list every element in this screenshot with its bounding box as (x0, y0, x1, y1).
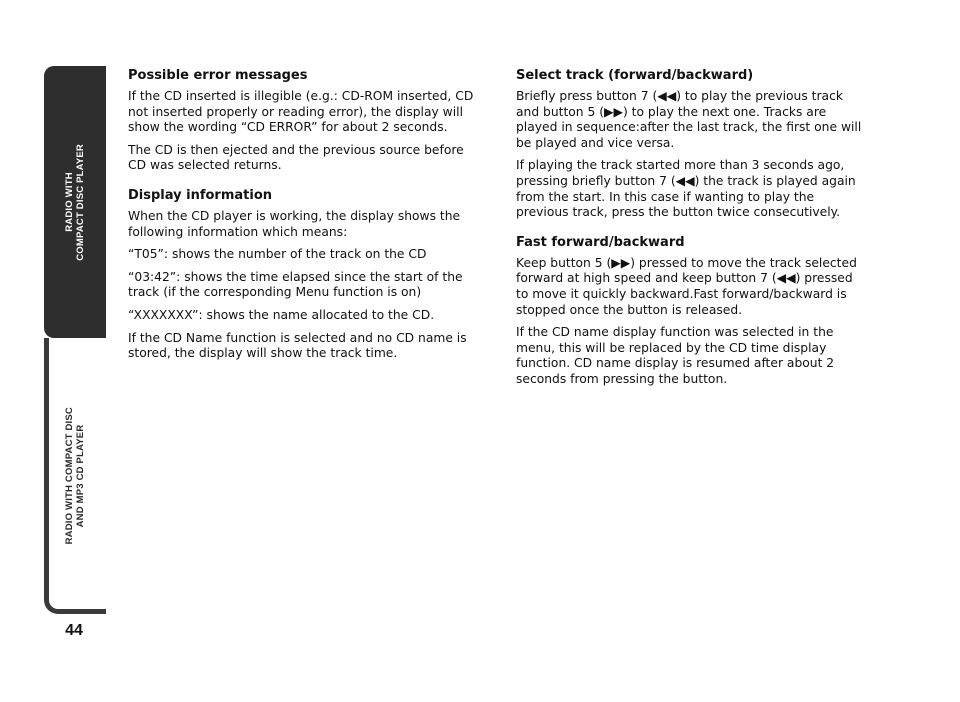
paragraph-cd-name: “XXXXXXX”: shows the name allocated to the CD. (128, 307, 435, 322)
paragraph-select-track: Briefly press button 7 (◀◀) to play the previous track and button 5 (▶▶) to play the next one. Tracks are played in sequence:after the last track, the first one will be played and vice versa. (516, 89, 862, 150)
right-column (516, 68, 866, 395)
paragraph-fast-forward: Keep button 5 (▶▶) pressed to move the track selected forward at high speed and keep button 7 (◀◀) pressed to move it quickly backward.Fast forward/backward is stopped once the button is released. (516, 255, 857, 317)
section-tab-active-line-2: COMPACT DISC PLAYER (75, 143, 86, 261)
paragraph-restart-track: If playing the track started more than 3 seconds ago, pressing briefly button 7 (◀◀) the track is played again from the start. In this case if wanting to play the previous track, press the button twice consecutively. (516, 158, 856, 220)
paragraph-cd-ejected: The CD is then ejected and the previous source before CD was selected returns. (128, 142, 464, 173)
section-tab-inactive-line-1: RADIO WITH COMPACT DISC (64, 407, 75, 545)
paragraph-no-cd-name: If the CD Name function is selected and no CD name is stored, the display will show the track time. (128, 330, 467, 361)
paragraph-cd-name-display: If the CD name display function was selected in the menu, this will be replaced by the CD time display function. CD name display is resumed after about 2 seconds from pressing the button. (516, 325, 835, 386)
heading-display-information: Display information (128, 187, 273, 203)
paragraph-elapsed-time: “03:42”: shows the time elapsed since the start of the track (if the corresponding Menu function is on) (128, 269, 463, 300)
paragraph-cd-illegible: If the CD inserted is illegible (e.g.: CD-ROM inserted, CD not inserted properly or reading error), the display will show the wording “CD ERROR” for about 2 seconds. (128, 89, 474, 135)
section-tab-active-label (44, 66, 106, 338)
section-tab-inactive-label (44, 338, 106, 614)
heading-select-track: Select track (forward/backward) (516, 68, 754, 83)
page-number: 44 (65, 622, 83, 639)
heading-error-messages: Possible error messages (128, 68, 308, 83)
paragraph-display-intro: When the CD player is working, the display shows the following information which means: (128, 208, 461, 239)
section-tab-active-line-1: RADIO WITH (64, 172, 75, 232)
left-column (128, 68, 478, 369)
paragraph-track-number: “T05”: shows the number of the track on the CD (128, 247, 427, 262)
heading-fast-forward-backward: Fast forward/backward (516, 234, 685, 250)
section-tab-inactive-line-2: AND MP3 CD PLAYER (75, 424, 86, 528)
